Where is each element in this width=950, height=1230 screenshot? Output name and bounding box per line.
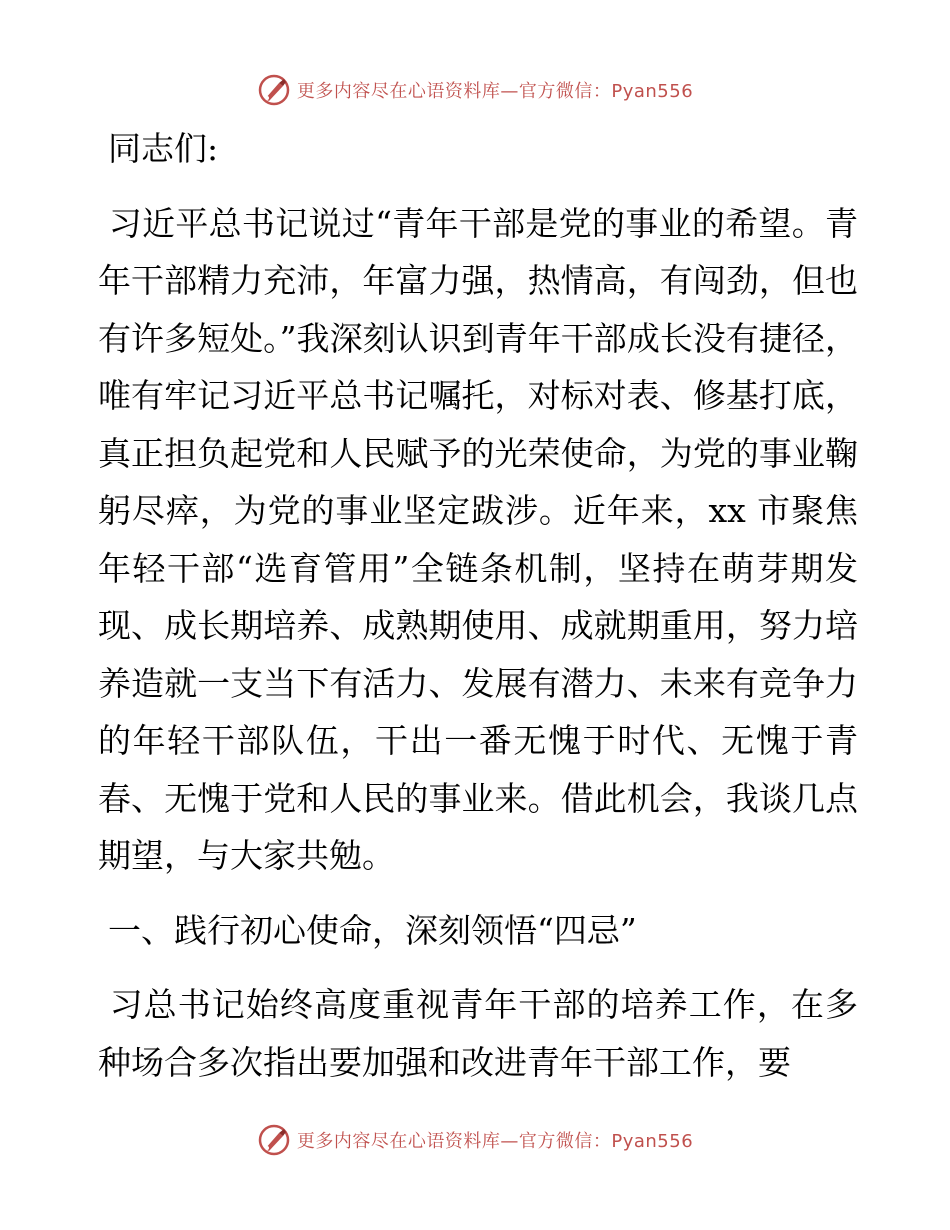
- paragraph-intro: 习近平总书记说过“青年干部是党的事业的希望。青年干部精力充沛，年富力强，热情高，有闯劲，但也有许多短处。”我深刻认识到青年干部成长没有捷径，唯有牢记习近平总书记嘱托，对标对表、修基打底，真正担负起党和人民赋予的光荣使命，为党的事业鞠躬尽瘁，为党的事业坚定跋涉。近年来，xx 市聚焦年轻干部“选育管用”全链条机制，坚持在萌芽期发现、成长期培养、成熟期使用、成就期重用，努力培养造就一支当下有活力、发展有潜力、未来有竞争力的年轻干部队伍，干出一番无愧于时代、无愧于青春、无愧于党和人民的事业来。借此机会，我谈几点期望，与大家共勉。: [98, 203, 858, 875]
- document-body: [98, 120, 858, 1091]
- paragraph-section-1: 习总书记始终高度重视青年干部的培养工作，在多种场合多次指出要加强和改进青年干部工作，要: [98, 985, 858, 1082]
- footer-watermark: [0, 1120, 950, 1160]
- pen-logo-icon: [257, 73, 291, 107]
- header-watermark: [0, 70, 950, 110]
- section-heading: 一、践行初心使命，深刻领悟“四忌”: [108, 910, 637, 950]
- pen-logo-icon: [257, 1123, 291, 1157]
- watermark-text: 更多内容尽在心语资料库—官方微信：Pyan556: [296, 1131, 694, 1152]
- greeting: 同志们:: [108, 129, 219, 168]
- watermark-text: 更多内容尽在心语资料库—官方微信：Pyan556: [296, 81, 694, 102]
